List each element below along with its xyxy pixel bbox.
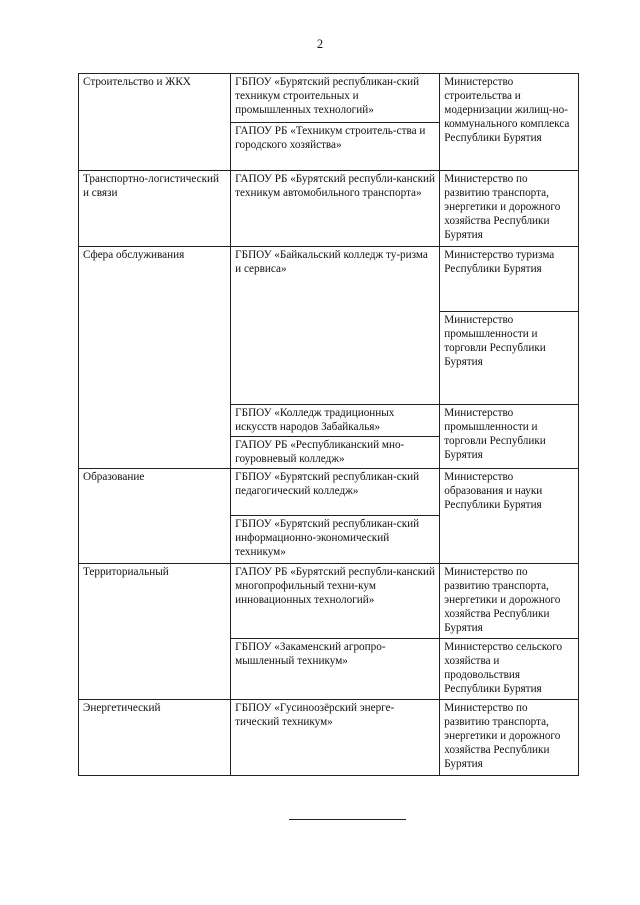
institution-cell: ГБПОУ «Закаменский агропро-мышленный техникум» — [231, 639, 440, 700]
institution-cell: ГБПОУ «Бурятский республикан-ский информационно-экономический техникум» — [231, 516, 440, 564]
signature-line — [289, 819, 406, 820]
institution-cell: ГАПОУ РБ «Бурятский республи-канский многопрофильный техни-кум инновационных технологий» — [231, 564, 440, 639]
ministry-cell: Министерство промышленности и торговли Республики Бурятия — [440, 405, 579, 469]
table-row — [79, 700, 579, 776]
sector-cell: Транспортно-логистический и связи — [79, 171, 231, 247]
table-row — [79, 171, 579, 247]
ministry-cell: Министерство туризма Республики Бурятия — [440, 247, 579, 312]
institution-cell: ГАПОУ РБ «Бурятский республи-канский техникум автомобильного транспорта» — [231, 171, 440, 247]
institution-cell: ГАПОУ РБ «Республиканский мно-гоуровневый колледж» — [231, 437, 440, 469]
institution-cell: ГАПОУ РБ «Техникум строитель-ства и городского хозяйства» — [231, 123, 440, 171]
ministry-cell: Министерство по развитию транспорта, энергетики и дорожного хозяйства Республики Бурятия — [440, 700, 579, 776]
ministry-cell: Министерство по развитию транспорта, энергетики и дорожного хозяйства Республики Бурятия — [440, 564, 579, 639]
institutions-table — [78, 73, 579, 776]
ministry-cell: Министерство по развитию транспорта, энергетики и дорожного хозяйства Республики Бурятия — [440, 171, 579, 247]
ministry-cell: Министерство сельского хозяйства и продовольствия Республики Бурятия — [440, 639, 579, 700]
sector-cell: Энергетический — [79, 700, 231, 776]
ministry-cell: Министерство строительства и модернизации жилищ-но-коммунального комплекса Республики Бурятия — [440, 74, 579, 171]
table-row — [79, 564, 579, 639]
ministry-cell: Министерство образования и науки Республики Бурятия — [440, 469, 579, 564]
page-number: 2 — [316, 37, 324, 51]
table-row — [79, 74, 579, 123]
table-row — [79, 469, 579, 516]
sector-cell: Территориальный — [79, 564, 231, 700]
institution-cell: ГБПОУ «Гусиноозёрский энерге-тический техникум» — [231, 700, 440, 776]
table-row — [79, 247, 579, 312]
institution-cell: ГБПОУ «Бурятский республикан-ский педагогический колледж» — [231, 469, 440, 516]
institution-cell: ГБПОУ «Байкальский колледж ту-ризма и сервиса» — [231, 247, 440, 405]
institution-cell: ГБПОУ «Колледж традиционных искусств народов Забайкалья» — [231, 405, 440, 437]
ministry-cell: Министерство промышленности и торговли Республики Бурятия — [440, 312, 579, 405]
institution-cell: ГБПОУ «Бурятский республикан-ский техникум строительных и промышленных технологий» — [231, 74, 440, 123]
sector-cell: Образование — [79, 469, 231, 564]
sector-cell: Строительство и ЖКХ — [79, 74, 231, 171]
sector-cell: Сфера обслуживания — [79, 247, 231, 469]
